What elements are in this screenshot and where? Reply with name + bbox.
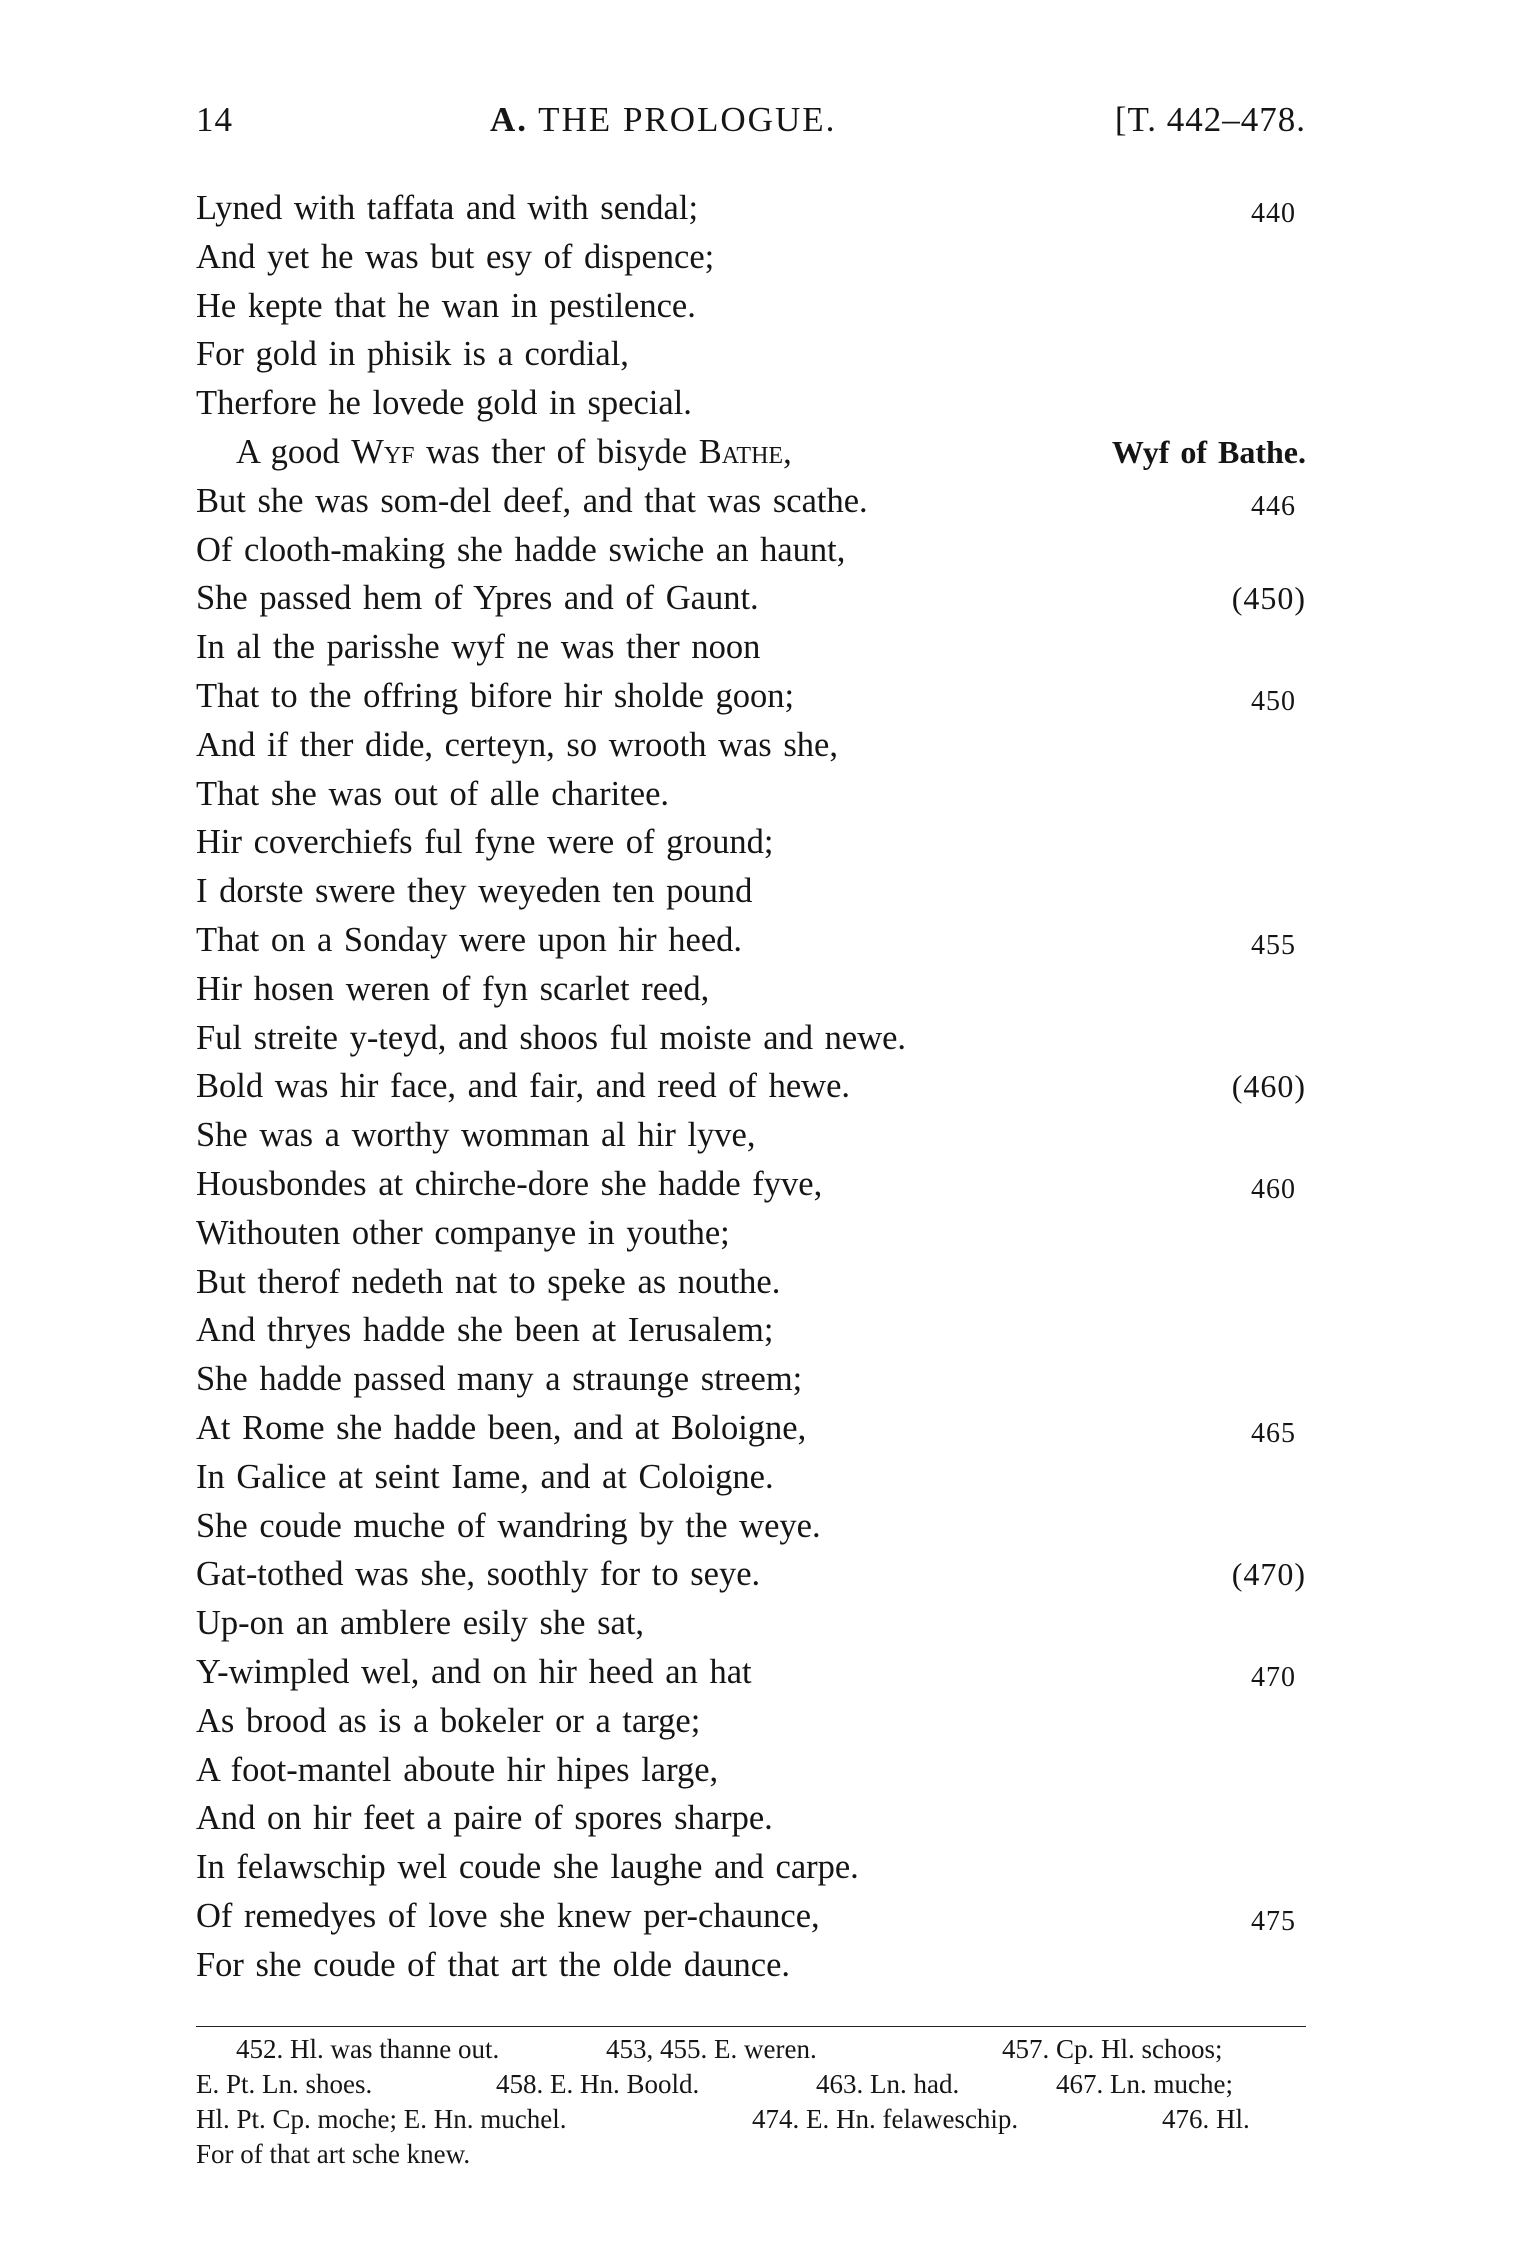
verse-text: And yet he was but esy of dispence; (196, 237, 715, 276)
line-number: 475 (1251, 1905, 1296, 1937)
verse-text: Bold was hir face, and fair, and reed of hewe. (196, 1067, 851, 1106)
verse-text: But she was som-del deef, and that was scathe. (196, 481, 868, 520)
page-number: 14 (196, 100, 233, 139)
verse-line (196, 965, 1306, 1014)
footnote: 457. Cp. Hl. schoos; (1002, 2034, 1223, 2064)
verse-line (196, 1014, 1306, 1063)
verse-line (196, 330, 1306, 379)
verse-line (196, 1843, 1306, 1892)
verse-text: He kepte that he wan in pestilence. (196, 286, 696, 325)
verse-text: In Galice at seint Iame, and at Coloigne. (196, 1457, 774, 1496)
verse-text: Up-on an amblere esily she sat, (196, 1604, 645, 1643)
footnote: E. Pt. Ln. shoes. (196, 2069, 373, 2099)
footnote: 467. Ln. muche; (1056, 2069, 1233, 2099)
verse-line (196, 770, 1306, 819)
verse-line (196, 623, 1306, 672)
verse-line (196, 1502, 1306, 1551)
verse-text: And on hir feet a paire of spores sharpe. (196, 1799, 773, 1838)
verse-line (196, 1453, 1306, 1502)
verse-text: She hadde passed many a straunge streem; (196, 1360, 803, 1399)
verse-text-part: , (783, 432, 792, 471)
verse-line (196, 1404, 1306, 1453)
title-text: THE PROLOGUE. (538, 100, 837, 139)
alt-line-number: (460) (1231, 1068, 1306, 1105)
verse-line (196, 379, 1306, 428)
side-note: Wyf of Bathe. (1111, 433, 1306, 470)
verse-text: Of remedyes of love she knew per-chaunce, (196, 1896, 820, 1935)
verse-text: In al the parisshe wyf ne was ther noon (196, 628, 761, 667)
page-title (490, 100, 836, 140)
verse-line (196, 1794, 1306, 1843)
verse-line (196, 1355, 1306, 1404)
verse-line (196, 1648, 1306, 1697)
verse-line (196, 1892, 1306, 1941)
verse-text: In felawschip wel coude she laughe and carpe. (196, 1848, 859, 1887)
verse-line (196, 428, 1306, 477)
verse-text: Gat-tothed was she, soothly for to seye. (196, 1555, 761, 1594)
verse-text: That on a Sonday were upon hir heed. (196, 920, 743, 959)
footnote-line (196, 2102, 1306, 2137)
line-number: 450 (1251, 685, 1296, 717)
verse-line (196, 672, 1306, 721)
verse-text: Y-wimpled wel, and on hir heed an hat (196, 1652, 752, 1691)
verse-text-part: A good (236, 432, 352, 471)
verse-text: Of clooth-making she hadde swiche an haunt, (196, 530, 846, 569)
footnote: 474. E. Hn. felaweschip. (752, 2104, 1019, 2134)
verse-text: Lyned with taffata and with sendal; (196, 189, 699, 227)
verse-line (196, 721, 1306, 770)
verse-line (196, 477, 1306, 526)
verse-text: For she coude of that art the olde daunce. (196, 1945, 791, 1984)
line-number: 460 (1251, 1173, 1296, 1205)
verse-line (196, 1746, 1306, 1795)
alt-line-number: (470) (1231, 1556, 1306, 1593)
verse-line (196, 184, 1306, 233)
verse-text: Hir coverchiefs ful fyne were of ground; (196, 823, 774, 862)
verse-line (196, 818, 1306, 867)
line-number: 465 (1251, 1417, 1296, 1449)
footnote: 458. E. Hn. Boold. (496, 2069, 700, 2099)
alt-line-number: (450) (1231, 580, 1306, 617)
verse-line (196, 574, 1306, 623)
verse-line (196, 1941, 1306, 1990)
verse-text: She passed hem of Ypres and of Gaunt. (196, 579, 759, 618)
running-head (196, 100, 1306, 160)
verse-line (196, 1306, 1306, 1355)
footnote: 463. Ln. had. (816, 2069, 960, 2099)
verse-line (196, 1160, 1306, 1209)
verse-text: She was a worthy womman al hir lyve, (196, 1116, 756, 1155)
verse-line (196, 526, 1306, 575)
footnote: For of that art sche knew. (196, 2139, 471, 2169)
verse-text: At Rome she hadde been, and at Boloigne, (196, 1408, 807, 1447)
footnote: 452. Hl. was thanne out. (236, 2034, 500, 2064)
verse-text: That she was out of alle charitee. (196, 774, 670, 813)
verse-line (196, 1209, 1306, 1258)
verse-text: Hir hosen weren of fyn scarlet reed, (196, 969, 710, 1008)
verse-block (196, 184, 1306, 1989)
footnotes (196, 2032, 1306, 2172)
verse-line (196, 233, 1306, 282)
verse-line (196, 1062, 1306, 1111)
verse-line (196, 1599, 1306, 1648)
footnote-line (196, 2137, 1306, 2172)
footnote-line (196, 2032, 1306, 2067)
verse-text: Withouten other companye in youthe; (196, 1213, 730, 1252)
verse-text: And thryes hadde she been at Ierusalem; (196, 1311, 774, 1350)
verse-line (196, 282, 1306, 331)
line-range: [T. 442–478. (1114, 100, 1306, 139)
verse-line (196, 1697, 1306, 1746)
verse-text: Housbondes at chirche-dore she hadde fyve, (196, 1164, 823, 1203)
verse-text: She coude muche of wandring by the weye. (196, 1506, 821, 1545)
verse-small-caps: Wyf (351, 432, 415, 471)
verse-text: That to the offring bifore hir sholde goon; (196, 676, 795, 715)
verse-text: Therfore he lovede gold in special. (196, 384, 692, 423)
footnote: 476. Hl. (1162, 2104, 1250, 2134)
line-number: 470 (1251, 1661, 1296, 1693)
verse-line (196, 867, 1306, 916)
footnote-line (196, 2067, 1306, 2102)
verse-line (196, 1258, 1306, 1307)
verse-line (196, 916, 1306, 965)
verse-text (236, 428, 792, 477)
verse-text: As brood as is a bokeler or a targe; (196, 1701, 701, 1740)
verse-small-caps: Bathe (698, 432, 784, 471)
verse-text: I dorste swere they weyeden ten pound (196, 872, 753, 911)
footnote: Hl. Pt. Cp. moche; E. Hn. muchel. (196, 2104, 567, 2134)
line-number: 440 (1251, 198, 1296, 229)
verse-text: But therof nedeth nat to speke as nouthe. (196, 1262, 781, 1301)
footnote-rule (196, 2026, 1306, 2027)
verse-text: And if ther dide, certeyn, so wrooth was she, (196, 725, 838, 764)
verse-line (196, 1550, 1306, 1599)
verse-text: For gold in phisik is a cordial, (196, 335, 629, 374)
verse-line (196, 1111, 1306, 1160)
verse-text-part: was ther of bisyde (414, 432, 699, 471)
verse-text: A foot-mantel aboute hir hipes large, (196, 1750, 719, 1789)
line-number: 446 (1251, 490, 1296, 522)
line-number: 455 (1251, 929, 1296, 961)
footnote: 453, 455. E. weren. (606, 2034, 817, 2064)
verse-text: Ful streite y-teyd, and shoos ful moiste and newe. (196, 1018, 907, 1057)
title-letter: A. (490, 100, 529, 139)
